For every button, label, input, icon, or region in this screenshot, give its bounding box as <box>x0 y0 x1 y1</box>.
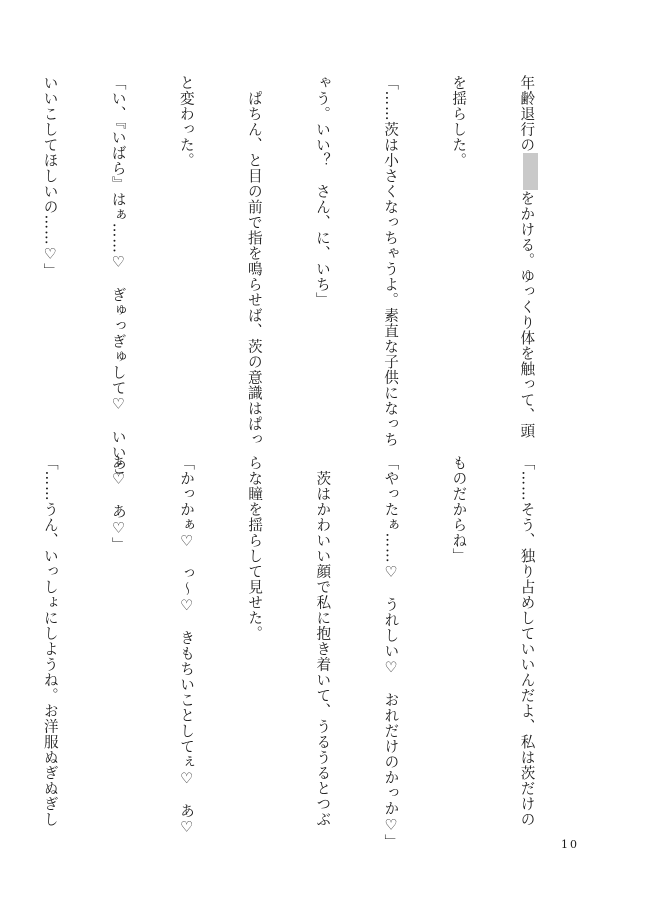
text-line: 「い、『いばら』はぁ……♡ ぎゅっぎゅして♡ いいこ <box>109 75 127 476</box>
redaction-box <box>523 153 538 191</box>
text-line: いいこしてほしいの……♡」 <box>41 75 59 279</box>
text-line: ものだからね」 <box>450 455 468 564</box>
page-number: 10 <box>561 838 579 851</box>
text-line: を揺らした。 <box>450 75 468 168</box>
upper-text-block <box>41 75 583 476</box>
text-line: らな瞳を揺らして見せた。 <box>246 455 264 641</box>
text-line: と変わった。 <box>177 75 195 168</box>
text-line: ぱちん、と目の前で指を鳴らせば、茨の意識はぱっ <box>245 75 263 447</box>
text-line: 「かっかぁ♡ っ〜♡ きもちいことしてぇ♡ あ♡ <box>178 455 196 837</box>
text-line: 年齢退行のをかける。ゆっくり体を触って、頭 <box>515 75 538 413</box>
text-line: 茨はかわいい顔で私に抱き着いて、うるうるとつぶ <box>314 455 332 827</box>
text-line: ゃう。いい？ さん、に、いち」 <box>313 75 331 308</box>
text-line: 「……そう、独り占めしていいんだよ、私は茨だけの <box>518 455 536 827</box>
text-line: 「……茨は小さくなっちゃうよ。素直な子供になっち <box>382 75 400 447</box>
text-line: あ♡ あ♡」 <box>109 455 127 553</box>
text-line: 「やったぁ……♡ うれしい♡ おれだけのかっか♡」 <box>382 455 400 850</box>
text-line: 「……うん、いっしょにしようね。お洋服ぬぎぬぎし <box>41 455 59 827</box>
